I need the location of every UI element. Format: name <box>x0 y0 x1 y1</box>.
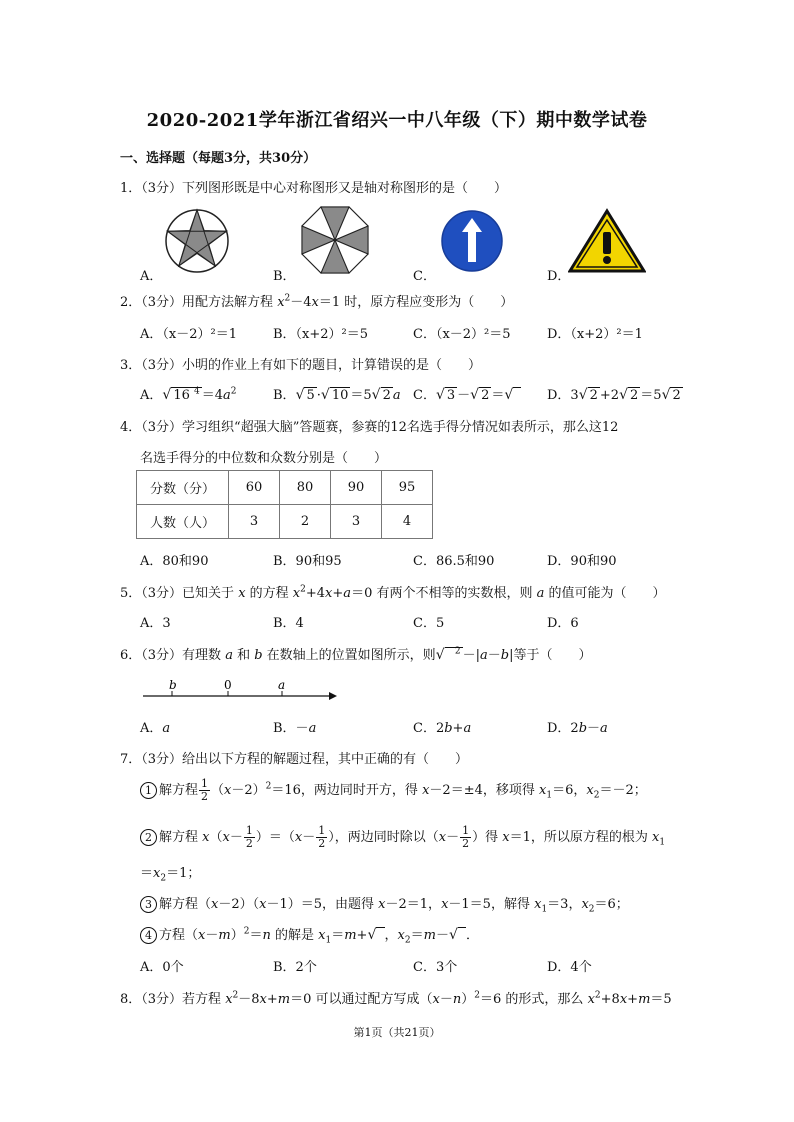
q2-option-c[interactable]: C．（x－2）²＝5 <box>413 327 511 342</box>
numline-label-a: a <box>278 678 286 692</box>
score-table <box>136 470 433 539</box>
q6-option-d[interactable]: D．2b－a <box>547 721 608 736</box>
q4-option-a[interactable]: A．80和90 <box>140 554 209 569</box>
table-cell: 60 <box>229 471 280 505</box>
question-4-stem-line1: 4．（3分）学习组织“超强大脑”答题赛，参赛的12名选手得分情况如表所示，那么这12 <box>120 420 619 435</box>
circled-number-3: 3 <box>140 896 157 913</box>
pentagram-in-circle-figure <box>163 207 231 275</box>
q4-option-b[interactable]: B．90和95 <box>273 554 342 569</box>
q3-option-a[interactable]: A．√ 16 $^4 =4a^2$ <box>140 386 237 403</box>
q7-statement-2-cont: $=x_2=1$； <box>140 866 201 884</box>
numline-label-zero: 0 <box>224 678 232 692</box>
q7-statement-3: 3 解方程（x－2）（x－1）＝5，由题得 x－2＝1，x－1＝5，解得 $x_1=3$，$x_2=6$； <box>140 893 629 913</box>
q2-stem-suffix: 时，原方程应变形为（ ） <box>344 295 514 310</box>
table-cell: 3 <box>331 505 382 539</box>
q5-option-a[interactable]: A．3 <box>140 616 171 631</box>
table-row <box>137 505 433 539</box>
q4-option-d[interactable]: D．90和90 <box>547 554 617 569</box>
table-cell: 90 <box>331 471 382 505</box>
q6-option-a[interactable]: A．a <box>140 721 171 736</box>
q5-option-c[interactable]: C．5 <box>413 616 445 631</box>
q1-option-a[interactable]: A． <box>140 269 163 284</box>
page-footer: 第1页（共21页） <box>353 1026 441 1039</box>
q7-option-a[interactable]: A．0个 <box>140 960 184 975</box>
circled-number-1: 1 <box>140 782 157 799</box>
q1-option-c[interactable]: C． <box>413 269 436 284</box>
numline-label-b: b <box>169 678 177 692</box>
q7-statement-1: 1 解方程 $\frac{1}{2}$ $(x-2)^2=16$，两边同时开方，得 x－2＝±4，移项得 $x_1=6$，$x_2=-2$； <box>140 778 647 803</box>
q6-option-c[interactable]: C．2b+a <box>413 721 472 736</box>
table-row <box>137 471 433 505</box>
q2-option-b[interactable]: B．（x+2）²＝5 <box>273 327 369 342</box>
question-6-stem: 6．（3分）有理数 a 和 b 在数轴上的位置如图所示，则√ $^2$ －|a－b|等于（ ） <box>120 646 592 663</box>
q1-option-b[interactable]: B． <box>273 269 296 284</box>
q2-option-a[interactable]: A．（x－2）²＝1 <box>140 327 237 342</box>
question-5-stem: 5．（3分）已知关于 x 的方程 $x^2+4x+a=0$ 有两个不相等的实数根，则 a 的值可能为（ ） <box>120 584 666 601</box>
arrow-sign-figure <box>441 210 503 272</box>
q7-option-d[interactable]: D．4个 <box>547 960 592 975</box>
q5-option-d[interactable]: D．6 <box>547 616 579 631</box>
q3-option-d[interactable]: D．3√ 2 +2√ 2 ＝5√ 2 <box>547 387 681 403</box>
warning-sign-figure <box>568 208 646 274</box>
table-cell: 2 <box>280 505 331 539</box>
page-title: 2020-2021学年浙江省绍兴一中八年级（下）期中数学试卷 <box>146 110 648 131</box>
question-3-stem: 3．（3分）小明的作业上有如下的题目，计算错误的是（ ） <box>120 358 482 373</box>
q1-option-d[interactable]: D． <box>547 269 571 284</box>
circled-number-2: 2 <box>140 829 157 846</box>
q5-option-b[interactable]: B．4 <box>273 616 304 631</box>
q7-option-b[interactable]: B．2个 <box>273 960 317 975</box>
q6-option-b[interactable]: B．－a <box>273 721 317 736</box>
q3-option-c[interactable]: C．√ 3 －√ 2 ＝√ <box>413 384 521 403</box>
table-header-cell: 人数（人） <box>137 505 229 539</box>
q3-option-b[interactable]: B．√ 5 ·√ 10 ＝5√ 2 a <box>273 387 401 403</box>
question-7-stem: 7．（3分）给出以下方程的解题过程，其中正确的有（ ） <box>120 752 469 767</box>
q2-stem-prefix: 2．（3分）用配方法解方程 <box>120 295 278 310</box>
table-cell: 80 <box>280 471 331 505</box>
section-heading: 一、选择题（每题3分，共30分） <box>120 151 317 166</box>
table-cell: 3 <box>229 505 280 539</box>
circled-number-4: 4 <box>140 927 157 944</box>
q2-option-d[interactable]: D．（x+2）²＝1 <box>547 327 643 342</box>
q7-option-c[interactable]: C．3个 <box>413 960 458 975</box>
octagon-pinwheel-figure <box>300 205 370 275</box>
q7-statement-4: 4 方程$(x-m)^2=n$ 的解是 $x_1=m+√$ ，$x_2=m-√$ ． <box>140 924 479 944</box>
q7-statement-2: 2 解方程 x（x－ $\frac{1}{2}$ ）＝（x－ $\frac{1}{2}$ ），两边同时除以（x－ $\frac{1}{2}$ ）得 x＝1，所以原方程的根为 $x_1$ <box>140 825 665 850</box>
question-2-stem: 2．（3分）用配方法解方程 $x^2-4x=1$ 时，原方程应变形为（ ） <box>120 293 514 310</box>
table-header-cell: 分数（分） <box>137 471 229 505</box>
question-4-stem-line2: 名选手得分的中位数和众数分别是（ ） <box>140 451 388 466</box>
table-cell: 4 <box>382 505 433 539</box>
question-8-stem: 8．（3分）若方程 $x^2-8x+m=0$ 可以通过配方写成$(x-n)^2=6$ 的形式，那么 $x^2+8x+m=5$ <box>120 990 672 1007</box>
q4-option-c[interactable]: C．86.5和90 <box>413 554 495 569</box>
question-1-stem: 1．（3分）下列图形既是中心对称图形又是轴对称图形的是（ ） <box>120 181 508 196</box>
number-line-figure <box>143 676 338 706</box>
table-cell: 95 <box>382 471 433 505</box>
